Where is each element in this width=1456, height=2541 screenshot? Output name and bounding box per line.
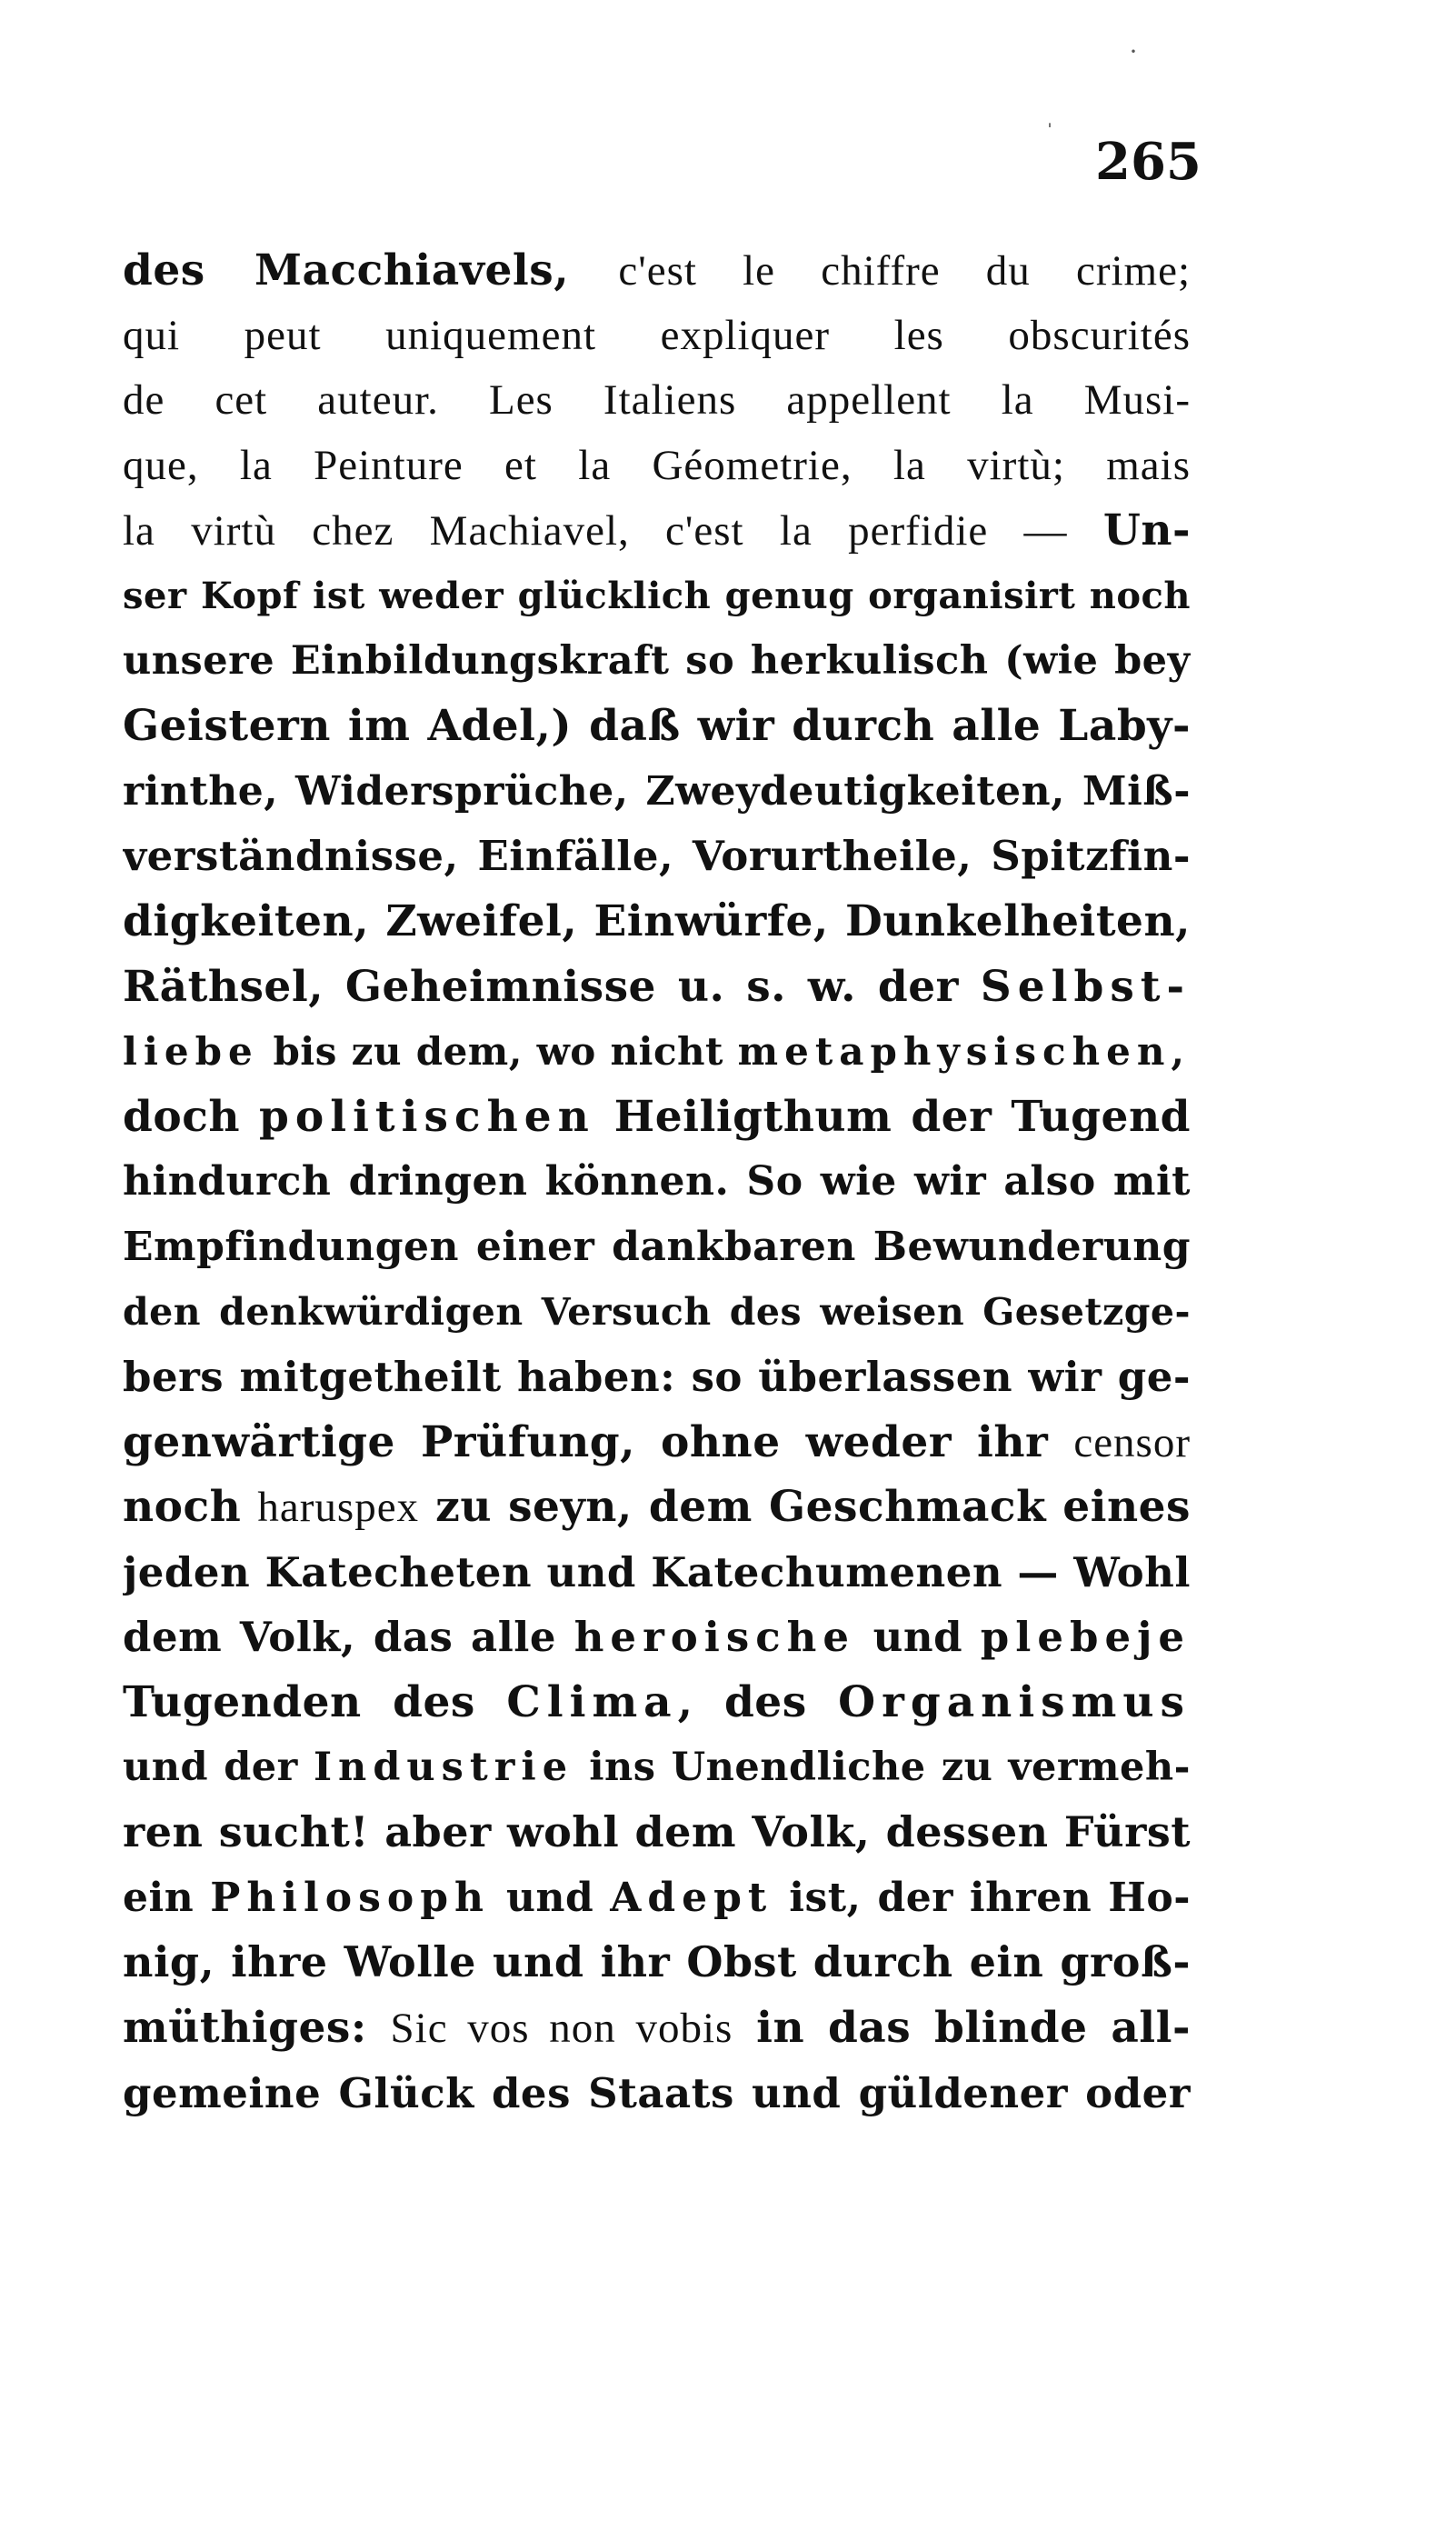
latin-type-segment: haruspex xyxy=(257,1484,420,1532)
fraktur-segment: jeden Katecheten und Katechumenen — Wohl xyxy=(123,1547,1191,1596)
fraktur-segment: Adept xyxy=(610,1874,773,1921)
text-line xyxy=(123,1800,1191,1866)
fraktur-segment: metaphysischen, xyxy=(737,1029,1191,1075)
text-line xyxy=(123,955,1191,1020)
fraktur-segment: gemeine Glück des Staats und güldener oder xyxy=(123,2068,1191,2117)
fraktur-segment: Tugenden des xyxy=(123,1677,507,1728)
text-line xyxy=(123,1215,1191,1280)
text-line xyxy=(123,1085,1191,1150)
fraktur-segment: Empfindungen einer dankbaren Bewunderung xyxy=(123,1223,1191,1270)
fraktur-segment: Räthsel, Geheimnisse u. s. w. der xyxy=(123,961,981,1012)
fraktur-segment: ren sucht! aber wohl dem Volk, dessen Fürst xyxy=(123,1807,1191,1857)
fraktur-segment: Geistern im Adel,) daß wir durch alle Laby- xyxy=(123,701,1191,752)
text-line xyxy=(123,1410,1191,1476)
fraktur-segment: heroische xyxy=(573,1613,855,1662)
fraktur-segment: politischen xyxy=(259,1091,595,1142)
text-line xyxy=(123,1345,1191,1410)
text-line xyxy=(123,1605,1191,1670)
fraktur-segment: müthiges: xyxy=(123,2003,391,2054)
fraktur-segment: digkeiten, Zweifel, Einwürfe, Dunkelheiten, xyxy=(123,895,1191,946)
fraktur-segment: ins Unendliche zu vermeh- xyxy=(573,1744,1191,1790)
fraktur-segment: plebeje xyxy=(980,1613,1191,1662)
latin-type-segment: c'est le chiffre du crime; xyxy=(618,247,1191,295)
text-line xyxy=(123,2061,1191,2126)
fraktur-segment: und der xyxy=(123,1744,314,1790)
fraktur-segment: ser Kopf ist weder glücklich genug organisirt noch xyxy=(123,574,1191,617)
text-line xyxy=(123,1475,1191,1540)
latin-type-segment: que, la Peinture et la Géometrie, la virtù; mais xyxy=(123,441,1191,489)
fraktur-segment: nig, ihre Wolle und ihr Obst durch ein groß- xyxy=(123,1937,1191,1987)
fraktur-segment: noch xyxy=(123,1482,258,1533)
latin-type-segment: censor xyxy=(1073,1418,1191,1466)
text-line xyxy=(123,238,1191,304)
fraktur-segment: Organismus xyxy=(838,1677,1191,1728)
print-speck: · xyxy=(1129,36,1138,66)
text-line xyxy=(123,1736,1191,1801)
text-line xyxy=(123,889,1191,955)
latin-type-segment: de cet auteur. Les Italiens appellent la Musi- xyxy=(123,376,1191,425)
fraktur-segment: genwärtige Prüfung, ohne weder ihr xyxy=(123,1416,1074,1467)
fraktur-segment: ein xyxy=(123,1874,211,1921)
text-line xyxy=(123,434,1191,499)
fraktur-segment: des Macchiavels, xyxy=(123,245,619,295)
text-line xyxy=(123,629,1191,695)
text-line xyxy=(123,824,1191,889)
fraktur-segment: Industrie xyxy=(313,1744,574,1790)
fraktur-segment: dem Volk, das alle xyxy=(123,1613,574,1662)
fraktur-segment: zu seyn, dem Geschmack eines xyxy=(419,1482,1191,1533)
fraktur-segment: doch xyxy=(123,1091,259,1142)
fraktur-segment: den denkwürdigen Versuch des weisen Gesetzge- xyxy=(123,1289,1191,1334)
fraktur-segment: unsere Einbildungskraft so herkulisch (wie bey xyxy=(123,637,1191,684)
body-text xyxy=(123,238,1191,2126)
page-number: 265 xyxy=(1095,132,1202,192)
fraktur-segment: verständnisse, Einfälle, Vorurtheile, Spitzfin- xyxy=(123,832,1191,881)
fraktur-segment: in das blinde all- xyxy=(733,2003,1191,2054)
text-line xyxy=(123,1280,1191,1346)
latin-type-segment: Sic vos non vobis xyxy=(390,2005,733,2053)
text-line xyxy=(123,498,1191,564)
latin-type-segment: la virtù chez Machiavel, c'est la perfidie — xyxy=(123,507,1103,555)
text-line xyxy=(123,694,1191,759)
text-line xyxy=(123,368,1191,434)
print-speck: ˈ xyxy=(1045,118,1054,148)
fraktur-segment: Philosoph xyxy=(210,1874,490,1921)
fraktur-segment: Un- xyxy=(1102,505,1191,556)
text-line xyxy=(123,1019,1191,1085)
text-line xyxy=(123,1930,1191,1996)
fraktur-segment: Clima xyxy=(506,1677,678,1728)
text-line xyxy=(123,1996,1191,2061)
text-line xyxy=(123,759,1191,825)
text-line xyxy=(123,1866,1191,1931)
fraktur-segment: und xyxy=(489,1874,611,1921)
text-line xyxy=(123,1670,1191,1736)
fraktur-segment: rinthe, Widersprüche, Zweydeutigkeiten, Miß- xyxy=(123,767,1191,815)
text-line xyxy=(123,1540,1191,1606)
fraktur-segment: bers mitgetheilt haben: so überlassen wir ge- xyxy=(123,1353,1191,1402)
text-line xyxy=(123,304,1191,369)
fraktur-segment: ist, der ihren Ho- xyxy=(773,1874,1191,1921)
fraktur-segment: Heiligthum der Tugend xyxy=(594,1091,1191,1142)
latin-type-segment: qui peut uniquement expliquer les obscurités xyxy=(123,311,1191,359)
fraktur-segment: und xyxy=(854,1613,981,1662)
fraktur-segment: liebe xyxy=(123,1029,259,1075)
fraktur-segment: bis zu dem, wo nicht xyxy=(258,1029,738,1075)
text-line xyxy=(123,564,1191,629)
text-line xyxy=(123,1149,1191,1215)
fraktur-segment: Selbst- xyxy=(980,961,1191,1012)
fraktur-segment: , des xyxy=(677,1677,839,1728)
fraktur-segment: hindurch dringen können. So wie wir also mit xyxy=(123,1158,1191,1205)
